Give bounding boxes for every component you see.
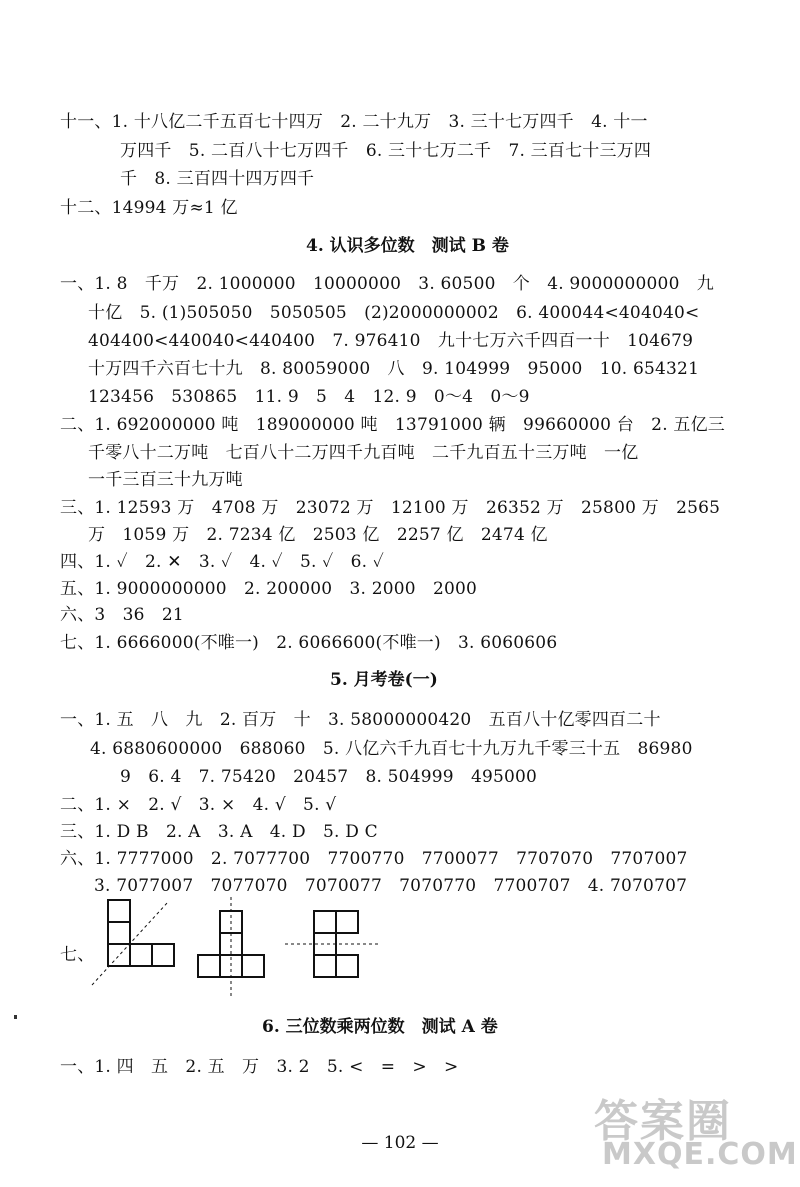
figure-t-shape <box>198 911 264 977</box>
answer-line: 4. 6880600000 688060 5. 八亿六千九百七十九万九千零三十五 86980 <box>90 739 693 759</box>
answer-line: 123456 530865 11. 9 5 4 12. 9 0～4 0～9 <box>88 387 530 407</box>
answer-line: 六、3 36 21 <box>60 605 184 625</box>
answer-line: 十一、1. 十八亿二千五百七十四万 2. 二十九万 3. 三十七万四千 4. 十一 <box>60 112 648 132</box>
page-number: — 102 — <box>361 1133 439 1153</box>
watermark-main: 答案圈 <box>594 1096 732 1147</box>
answer-line: 七、 <box>60 945 95 965</box>
answer-line: 五、1. 9000000000 2. 200000 3. 2000 2000 <box>60 579 478 599</box>
answer-line: 一、1. 五 八 九 2. 百万 十 3. 58000000420 五百八十亿零四百二十 <box>60 710 661 730</box>
answer-line: 四、1. ✓ 2. ✕ 3. ✓ 4. ✓ 5. ✓ 6. ✓ <box>60 552 385 572</box>
answer-line: 二、1. 692000000 吨 189000000 吨 13791000 辆 99660000 台 2. 五亿三 <box>60 415 726 435</box>
answer-line: 千 8. 三百四十四万四千 <box>120 169 315 189</box>
answer-line: 二、1. × 2. √ 3. × 4. √ 5. √ <box>60 795 337 815</box>
watermark-sub: MXQE.COM <box>602 1137 798 1172</box>
watermark <box>594 1085 798 1177</box>
scan-speck <box>14 1015 17 1019</box>
answer-line: 三、1. 12593 万 4708 万 23072 万 12100 万 26352 万 25800 万 2565 <box>60 498 721 518</box>
answer-line: 六、1. 7777000 2. 7077700 7700770 7700077 7707070 7707007 <box>60 849 688 869</box>
answer-line: 万四千 5. 二百八十七万四千 6. 三十七万二千 7. 三百七十三万四 <box>120 141 652 161</box>
answer-line: 万 1059 万 2. 7234 亿 2503 亿 2257 亿 2474 亿 <box>88 525 548 545</box>
answer-line: 千零八十二万吨 七百八十二万四千九百吨 二千九百五十三万吨 一亿 <box>88 443 639 463</box>
answer-line: 十二、14994 万≈1 亿 <box>60 198 238 218</box>
answer-line: 十万四千六百七十九 8. 80059000 八 9. 104999 95000 10. 654321 <box>88 359 700 379</box>
answer-line: 一千三百三十九万吨 <box>88 470 243 490</box>
answer-line: 七、1. 6666000(不唯一) 2. 6066600(不唯一) 3. 6060606 <box>60 633 558 653</box>
answer-line: 三、1. D B 2. A 3. A 4. D 5. D C <box>60 822 378 842</box>
section-title: 4. 认识多位数 测试 B 卷 <box>306 236 509 256</box>
answer-line: 十亿 5. (1)505050 5050505 (2)2000000002 6. 400044<404040< <box>88 303 700 323</box>
answer-line: 3. 7077007 7077070 7070077 7070770 7700707 4. 7070707 <box>94 876 688 896</box>
section-title: 5. 月考卷(一) <box>330 670 438 690</box>
section-title: 6. 三位数乘两位数 测试 A 卷 <box>262 1017 498 1037</box>
answer-line: 一、1. 四 五 2. 五 万 3. 2 5. < = > > <box>60 1057 459 1077</box>
answer-line: 一、1. 8 千万 2. 1000000 10000000 3. 60500 个 4. 9000000000 九 <box>60 274 714 294</box>
answer-line: 404400<440040<440400 7. 976410 九十七万六千四百一十 104679 <box>88 331 694 351</box>
answer-line: 9 6. 4 7. 75420 20457 8. 504999 495000 <box>120 767 538 787</box>
